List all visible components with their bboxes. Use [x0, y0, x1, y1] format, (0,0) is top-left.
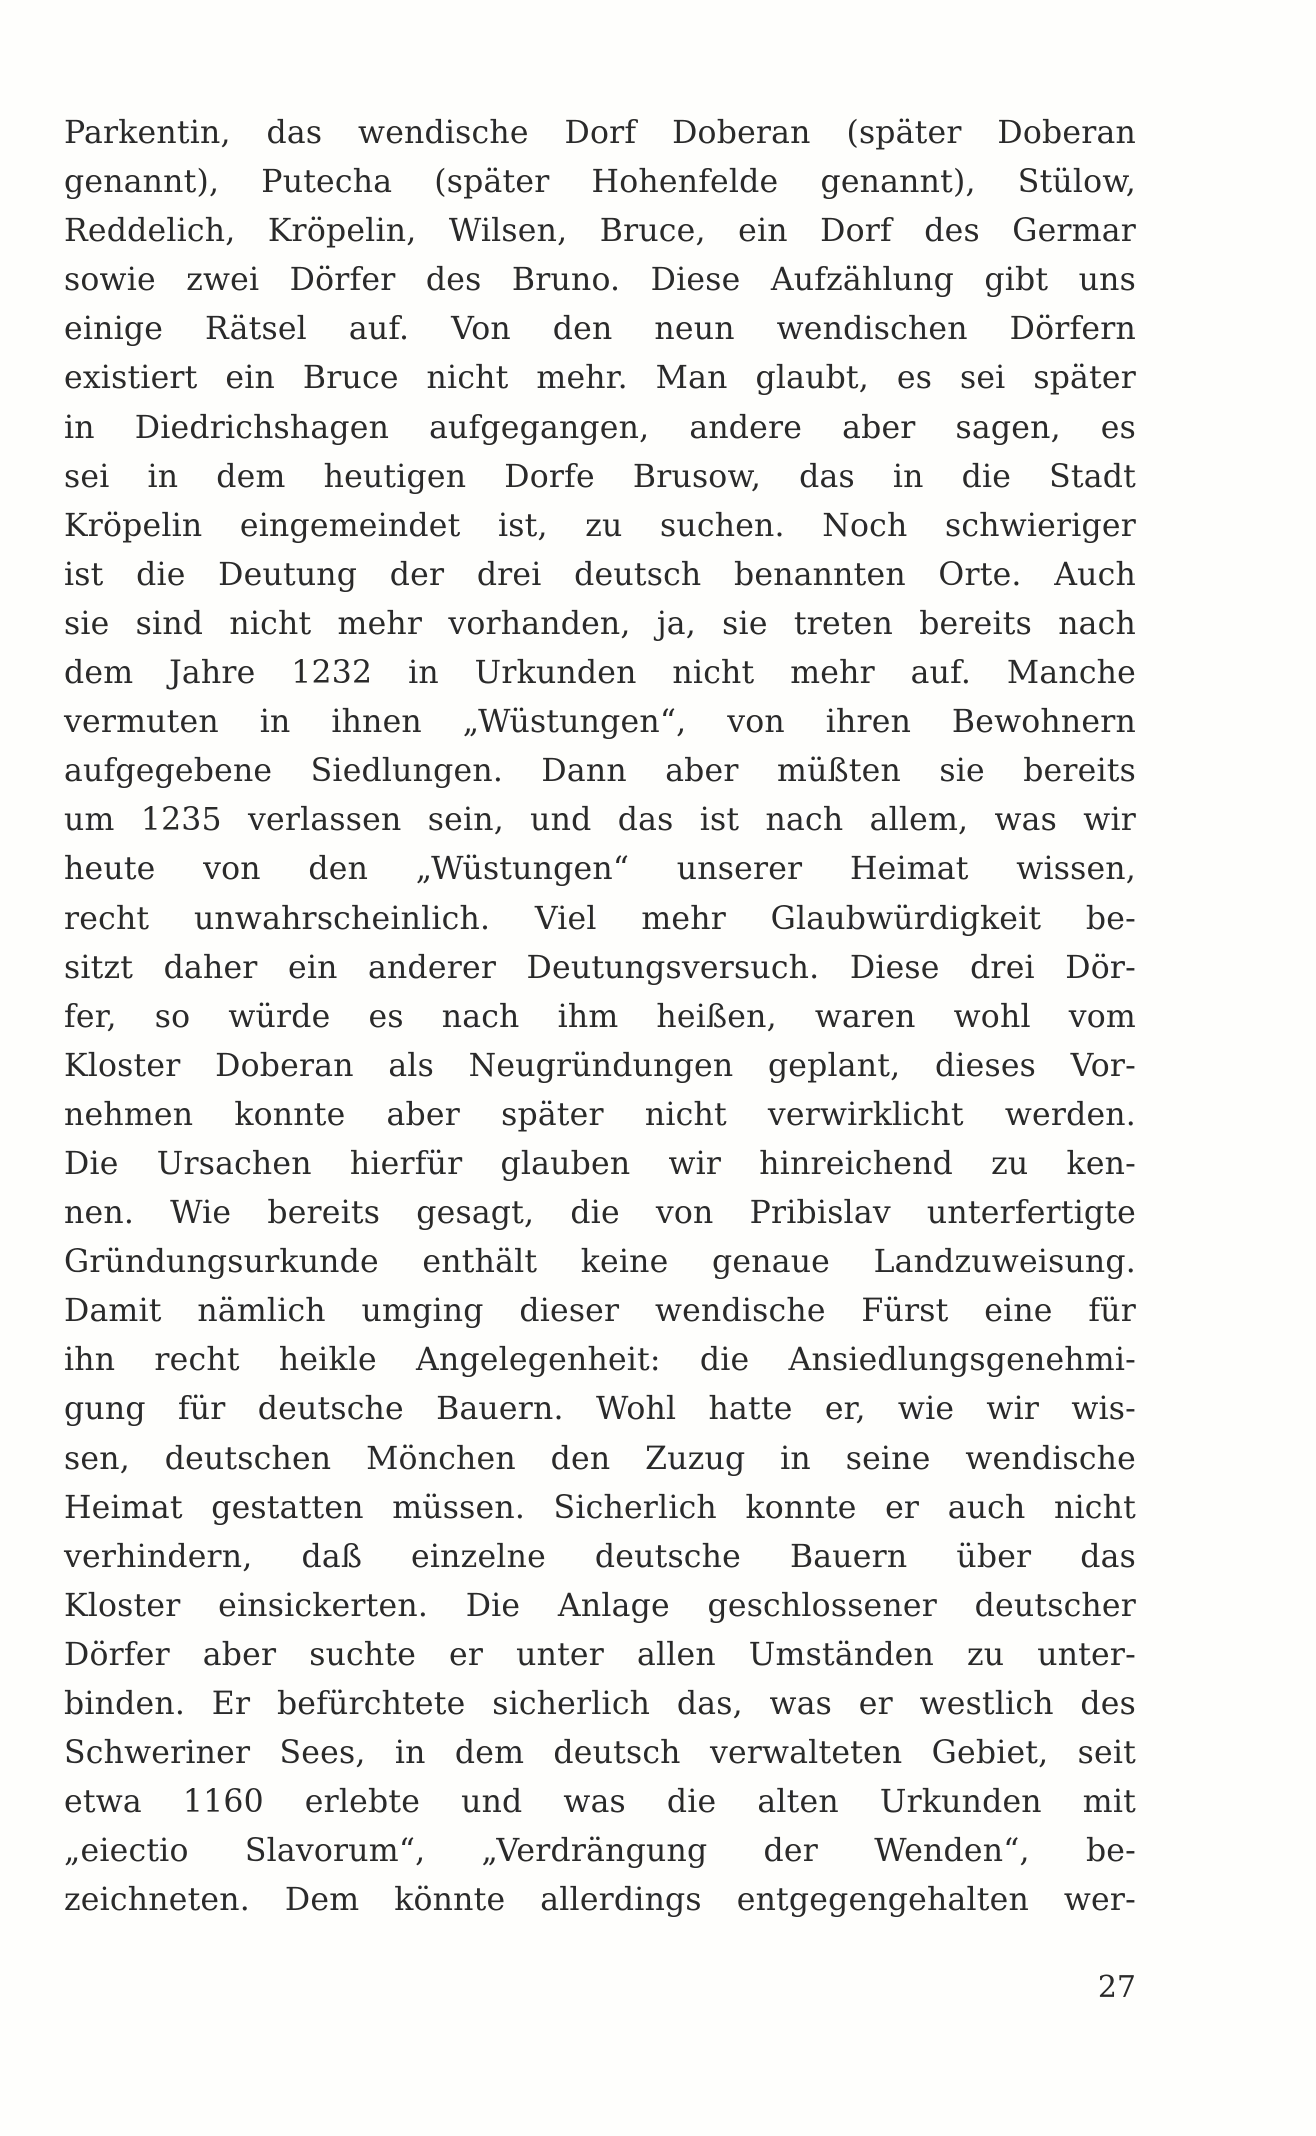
text-line: Parkentin, das wendische Dorf Doberan (später Doberan: [64, 115, 1136, 151]
text-line: aufgegebene Siedlungen. Dann aber müßten sie bereits: [64, 753, 1136, 790]
text-line: sitzt daher ein anderer Deutungsversuch. Diese drei Dör-: [64, 949, 1136, 986]
text-line: vermuten in ihnen „Wüstungen“, von ihren Bewohnern: [64, 704, 1136, 741]
text-line: sei in dem heutigen Dorfe Brusow, das in die Stadt: [64, 458, 1136, 495]
text-line: fer, so würde es nach ihm heißen, waren wohl vom: [64, 998, 1136, 1035]
text-line: verhindern, daß einzelne deutsche Bauern über das: [64, 1538, 1136, 1575]
text-line: Damit nämlich umging dieser wendische Fürst eine für: [64, 1293, 1136, 1330]
text-line: Dörfer aber suchte er unter allen Umständen zu unter-: [64, 1636, 1136, 1673]
text-line: sowie zwei Dörfer des Bruno. Diese Aufzählung gibt uns: [64, 262, 1136, 299]
text-line: einige Rätsel auf. Von den neun wendischen Dörfern: [64, 311, 1136, 348]
text-line: Heimat gestatten müssen. Sicherlich konnte er auch nicht: [64, 1489, 1136, 1526]
text-line: Kloster einsickerten. Die Anlage geschlossener deutscher: [64, 1587, 1136, 1624]
text-line: um 1235 verlassen sein, und das ist nach allem, was wir: [64, 802, 1136, 839]
text-line: dem Jahre 1232 in Urkunden nicht mehr auf. Manche: [64, 655, 1136, 692]
text-line: nen. Wie bereits gesagt, die von Pribislav unterfertigte: [64, 1195, 1136, 1232]
page-number: 27: [1097, 1970, 1136, 2005]
text-line: Schweriner Sees, in dem deutsch verwalteten Gebiet, seit: [64, 1735, 1136, 1772]
text-line: nehmen konnte aber später nicht verwirklicht werden.: [64, 1096, 1136, 1133]
text-line: genannt), Putecha (später Hohenfelde genannt), Stülow,: [64, 164, 1136, 201]
body-text: [64, 109, 1136, 1925]
text-line: sen, deutschen Mönchen den Zuzug in seine wendische: [64, 1440, 1136, 1477]
text-line: Die Ursachen hierfür glauben wir hinreichend zu ken-: [64, 1145, 1136, 1182]
text-line: Kloster Doberan als Neugründungen geplant, dieses Vor-: [64, 1047, 1136, 1084]
text-line: existiert ein Bruce nicht mehr. Man glaubt, es sei später: [64, 360, 1136, 397]
text-line: heute von den „Wüstungen“ unserer Heimat wissen,: [64, 851, 1136, 888]
text-line: Kröpelin eingemeindet ist, zu suchen. Noch schwieriger: [64, 507, 1136, 544]
text-line: zeichneten. Dem könnte allerdings entgegengehalten wer-: [64, 1882, 1136, 1919]
text-line: sie sind nicht mehr vorhanden, ja, sie treten bereits nach: [64, 605, 1136, 642]
text-line: gung für deutsche Bauern. Wohl hatte er, wie wir wis-: [64, 1391, 1136, 1428]
text-line: „eiectio Slavorum“, „Verdrängung der Wenden“, be-: [64, 1833, 1136, 1870]
text-line: ihn recht heikle Angelegenheit: die Ansiedlungsgenehmi-: [64, 1342, 1136, 1379]
text-line: binden. Er befürchtete sicherlich das, was er westlich des: [64, 1686, 1136, 1722]
text-line: in Diedrichshagen aufgegangen, andere aber sagen, es: [64, 409, 1136, 446]
text-line: Reddelich, Kröpelin, Wilsen, Bruce, ein Dorf des Germar: [64, 213, 1136, 250]
text-line: recht unwahrscheinlich. Viel mehr Glaubwürdigkeit be-: [64, 900, 1136, 937]
text-line: ist die Deutung der drei deutsch benannten Orte. Auch: [64, 556, 1136, 593]
text-line: Gründungsurkunde enthält keine genaue Landzuweisung.: [64, 1244, 1136, 1281]
text-line: etwa 1160 erlebte und was die alten Urkunden mit: [64, 1784, 1136, 1821]
